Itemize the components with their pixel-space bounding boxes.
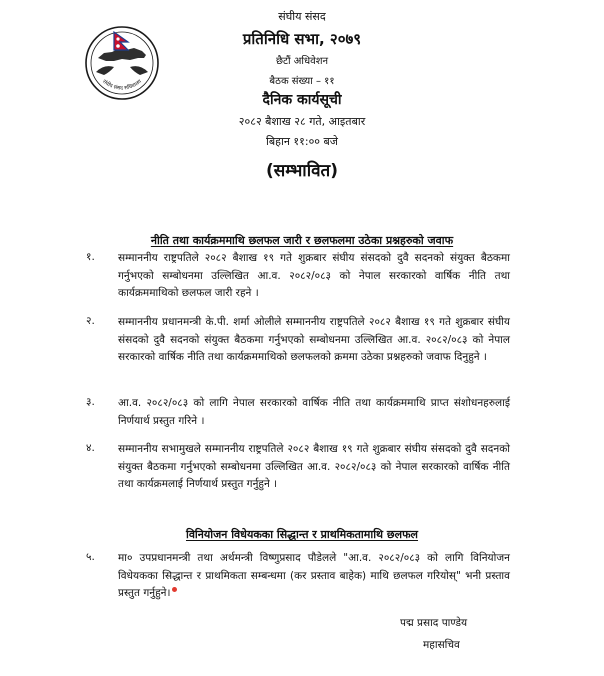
signatory-designation: महासचिव: [423, 639, 460, 651]
house-name: प्रतिनिधि सभा, २०७९: [242, 30, 362, 48]
svg-text:संघीय संसद सचिवालय: संघीय संसद सचिवालय: [101, 78, 143, 92]
agenda-status: (सम्भावित): [265, 161, 339, 181]
agenda-item-number: ५.: [86, 551, 95, 563]
agenda-item-text: आ.व. २०८२/०८३ को लागि नेपाल सरकारको वार्षिक नीति तथा कार्यक्रममाथि प्राप्त संशोधनहरुलाई निर्णयार्थ प्रस्तुत गरिने ।: [118, 397, 510, 427]
agenda-item-text: सम्माननीय प्रधानमन्त्री के.पी. शर्मा ओलीले सम्माननीय राष्ट्रपतिले २०८२ बैशाख १९ गते शुक्रबार संघीय संसदको दुवै सदनको संयुक्त बैठकमा गर्नुभएको सम्बोधनमा उल्लिखित आ.व. २०८२/०८३ को नेपाल सरकारको वार्षिक नीति तथा कार्यक्रममाथिको छलफलको क्रममा उठेका प्रश्नहरुको जवाफ दिनुहुने ।: [118, 316, 510, 363]
section-heading-text: नीति तथा कार्यक्रममाथि छलफल जारी र छलफलमा उठेका प्रश्नहरुको जवाफ: [150, 234, 454, 247]
page-title: दैनिक कार्यसूची: [262, 92, 342, 108]
section-heading-policy: [0, 233, 604, 248]
agenda-item-number: ३.: [86, 396, 95, 408]
agenda-item-number: २.: [86, 315, 95, 327]
meeting-number: बैठक संख्या – ११: [269, 76, 335, 87]
meeting-date: २०८२ बैशाख २८ गते, आइतबार: [238, 115, 366, 128]
section-heading-appropriation: [0, 527, 604, 542]
section-heading-text: विनियोजन विधेयकका सिद्धान्त र प्राथमिकतामाथि छलफल: [185, 528, 419, 541]
agenda-item-number: १.: [86, 251, 95, 263]
agenda-item-text: सम्माननीय सभामुखले सम्माननीय राष्ट्रपतिले २०८२ बैशाख १९ गते शुक्रबार संघीय संसदको दुवै सदनको संयुक्त बैठकमा गर्नुभएको सम्बोधनमा उल्लिखित आ.व. २०८२/०८३ को नेपाल सरकारको वार्षिक नीति तथा कार्यक्रमलाई निर्णयार्थ प्रस्तुत गर्नुहुने ।: [118, 443, 510, 490]
body-name: संघीय संसद: [278, 10, 326, 23]
agenda-item-text: [118, 550, 510, 603]
agenda-item-text-content: मा० उपप्रधानमन्त्री तथा अर्थमन्त्री विष्णुप्रसाद पौडेलले "आ.व. २०८२/०८३ को लागि विनियोजन विधेयकका सिद्धान्त र प्राथमिकता सम्बन्धमा (कर प्रस्ताव बाहेक) माथि छलफल गरियोस्" भनी प्रस्ताव प्रस्तुत गर्नुहुने।: [118, 552, 510, 599]
agenda-item-text: सम्माननीय राष्ट्रपतिले २०८२ बैशाख १९ गते शुक्रबार संघीय संसदको दुवै सदनको संयुक्त बैठकमा गर्नुभएको सम्बोधनमा उल्लिखित आ.व. २०८२/०८३ को नेपाल सरकारको वार्षिक नीति तथा कार्यक्रममाथिको छलफल जारी रहने ।: [118, 252, 510, 299]
agenda-item-number: ४.: [86, 442, 95, 454]
session-label: छैटौं अधिवेशन: [275, 56, 329, 67]
red-dot-icon: [172, 587, 177, 592]
signatory-name: पद्म प्रसाद पाण्डेय: [400, 617, 468, 629]
meeting-time: बिहान ११:०० बजे: [266, 135, 338, 148]
